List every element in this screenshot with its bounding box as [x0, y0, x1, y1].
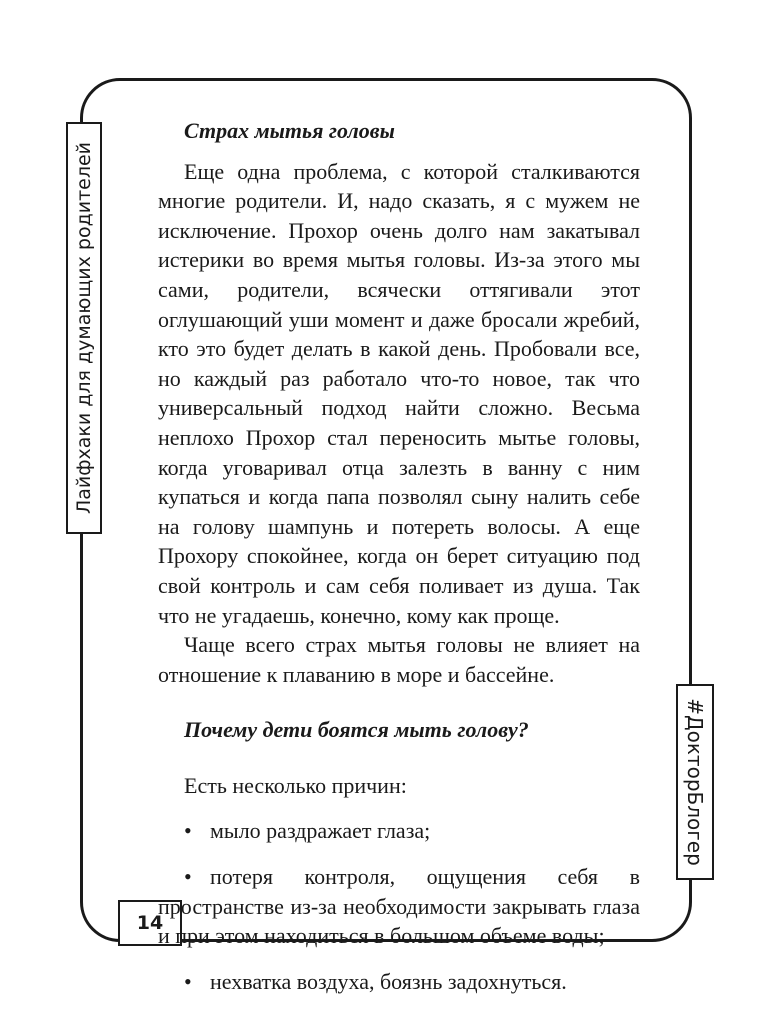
book-title-tab [66, 122, 102, 534]
bullet-icon: • [184, 968, 192, 994]
hashtag-tab [676, 684, 714, 880]
list-item [158, 862, 640, 951]
list-item [158, 967, 640, 997]
list-item-text: потеря контроля, ощущения себя в пространстве из-за необходимости закрывать глаза и при этом находиться в большом объеме воды; [158, 864, 640, 949]
page-content [158, 116, 640, 1012]
list-item-text: нехватка воздуха, боязнь задохнуться. [210, 968, 567, 994]
subheading: Почему дети боятся мыть голову? [184, 717, 529, 743]
list-item-text: мыло раздражает глаза; [210, 818, 431, 844]
page-number: 14 [118, 900, 182, 946]
paragraph: Еще одна проблема, с которой сталкиваются многие родители. И, надо сказать, я с мужем не исключение. Прохор очень долго нам закатывал истерики во время мытья головы. Из-за этого мы сами, родители, всячески оттягивали этот оглушающий уши момент и даже бросали жребий, кто это будет делать в какой день. Пробовали все, но каждый раз работало что-то новое, так что универсальный подход найти сложно. Весьма неплохо Прохор стал переносить мытье головы, когда уговаривал отца залезть в ванну с ним купаться и когда папа позволял сыну налить себе на голову шампунь и потереть волосы. А еще Прохору спокойнее, когда он берет ситуацию под свой контроль и сам себя поливает из душа. Так что не угадаешь, конечно, кому как проще. [158, 158, 640, 628]
list-item [158, 816, 640, 846]
hashtag-label: #ДокторБлогер [683, 698, 707, 866]
section-heading: Страх мытья головы [184, 118, 395, 143]
paragraph: Чаще всего страх мытья головы не влияет на отношение к плаванию в море и бассейне. [158, 632, 640, 687]
bullet-icon: • [184, 864, 192, 890]
bullet-icon: • [184, 818, 192, 844]
book-title: Лайфхаки для думающих родителей [73, 141, 96, 515]
list-intro: Есть несколько причин: [184, 772, 407, 798]
